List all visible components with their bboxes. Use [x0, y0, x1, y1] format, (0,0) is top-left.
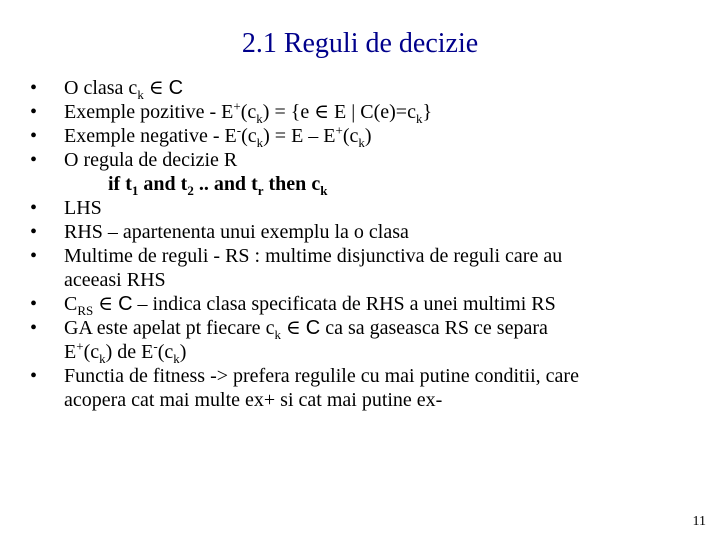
slide-title: 2.1 Reguli de decizie — [241, 28, 479, 59]
bullet-text: Exemple negative - E — [64, 125, 237, 147]
bullet-text: E | C(e)= — [334, 101, 408, 123]
brace-close: } — [422, 101, 433, 123]
sub-k: k — [99, 351, 106, 366]
rule-and: .. and — [193, 173, 252, 195]
bullet-dot: • — [30, 149, 38, 171]
math-t: t — [251, 173, 258, 195]
math-c: c — [164, 341, 174, 363]
math-t: t — [125, 173, 132, 195]
bullet-text: O clasa — [64, 77, 129, 99]
page-number: 11 — [692, 514, 706, 529]
bullet-text: GA este apelat pt fiecare — [64, 317, 266, 339]
math-c: c — [247, 101, 257, 123]
bullet-dot: • — [30, 365, 38, 387]
sub-k: k — [415, 111, 423, 126]
sup-plus: + — [76, 338, 84, 354]
rule-text — [108, 173, 328, 198]
element-of-symbol: ∈ — [93, 293, 119, 315]
bullet-item — [30, 316, 710, 364]
sub-k: k — [256, 111, 263, 126]
element-of-symbol: ∈ — [280, 317, 306, 339]
bullet-text: LHS — [64, 197, 102, 219]
math-c: c — [247, 125, 257, 147]
math-c: c — [128, 77, 138, 99]
bullet-dot: • — [30, 197, 38, 219]
sub-k: k — [274, 327, 281, 342]
bullet-item — [30, 220, 710, 244]
bullet-list — [30, 76, 710, 412]
sub-r: r — [257, 183, 264, 198]
bullet-item — [30, 292, 710, 316]
class-set-symbol: C — [305, 317, 321, 339]
paren-open: ( — [342, 125, 350, 147]
bullet-text: ) = {e — [262, 101, 315, 123]
math-C: C — [64, 293, 78, 315]
element-of-symbol: ∈ — [143, 77, 169, 99]
rule-and: and — [138, 173, 181, 195]
rule-if: if — [108, 173, 126, 195]
bullet-text: Functia de fitness -> prefera regulile cu mai putine conditii, care — [64, 365, 579, 387]
bullet-text: acopera cat mai multe ex+ si cat mai putine ex- — [64, 389, 443, 411]
bullet-item — [30, 364, 710, 412]
sub-k: k — [256, 135, 264, 150]
paren-close: ) — [179, 341, 187, 363]
bullet-item — [30, 244, 710, 292]
sub-k: k — [173, 351, 180, 366]
sup-minus: - — [236, 122, 242, 138]
math-c: c — [407, 101, 416, 123]
sup-minus: - — [153, 338, 158, 354]
bullet-text: Exemple pozitive - E — [64, 101, 234, 123]
sub-2: 2 — [187, 183, 194, 198]
bullet-text: O regula de decizie R — [64, 149, 238, 171]
bullet-item — [30, 76, 710, 100]
rule-line — [30, 172, 710, 196]
math-c: c — [265, 317, 275, 339]
paren-close: ) — [364, 125, 372, 147]
math-c: c — [349, 125, 359, 147]
bullet-dot: • — [30, 293, 38, 315]
bullet-text: RHS – apartenenta unui exemplu la o clasa — [64, 221, 409, 243]
math-c: c — [90, 341, 100, 363]
bullet-dot: • — [30, 317, 38, 339]
rule-then: then — [263, 173, 312, 195]
bullet-dot: • — [30, 125, 38, 147]
bullet-text: ) de E — [105, 341, 154, 363]
bullet-item — [30, 196, 710, 220]
element-of-symbol: ∈ — [314, 101, 335, 123]
bullet-dot: • — [30, 101, 38, 123]
sub-RS: RS — [77, 303, 94, 318]
sub-k: k — [320, 183, 328, 198]
class-set-symbol: C — [118, 293, 133, 315]
class-set-symbol: C — [168, 77, 184, 99]
bullet-text: – indica clasa specificata de RHS a unei multimi RS — [132, 293, 556, 315]
sub-k: k — [137, 87, 144, 102]
math-t: t — [180, 173, 188, 195]
bullet-text: Multime de reguli - RS : multime disjunctiva de reguli care au — [64, 245, 563, 267]
math-c: c — [311, 173, 321, 195]
bullet-dot: • — [30, 221, 38, 243]
bullet-item — [30, 148, 710, 172]
bullet-dot: • — [30, 245, 38, 267]
sub-1: 1 — [131, 183, 139, 198]
sub-k: k — [358, 135, 365, 150]
sup-plus: + — [335, 122, 343, 138]
bullet-text: ca sa gaseasca RS ce separa — [320, 317, 548, 339]
sup-plus: + — [233, 98, 241, 114]
bullet-item — [30, 124, 710, 148]
bullet-item — [30, 100, 710, 124]
bullet-text: ) = E – E — [263, 125, 336, 147]
paren-open: ( — [241, 125, 248, 147]
paren-open: ( — [83, 341, 91, 363]
bullet-dot: • — [30, 77, 38, 99]
bullet-text: aceeasi RHS — [64, 269, 166, 291]
math-E: E — [64, 341, 77, 363]
paren-open: ( — [240, 101, 248, 123]
paren-open: ( — [157, 341, 165, 363]
